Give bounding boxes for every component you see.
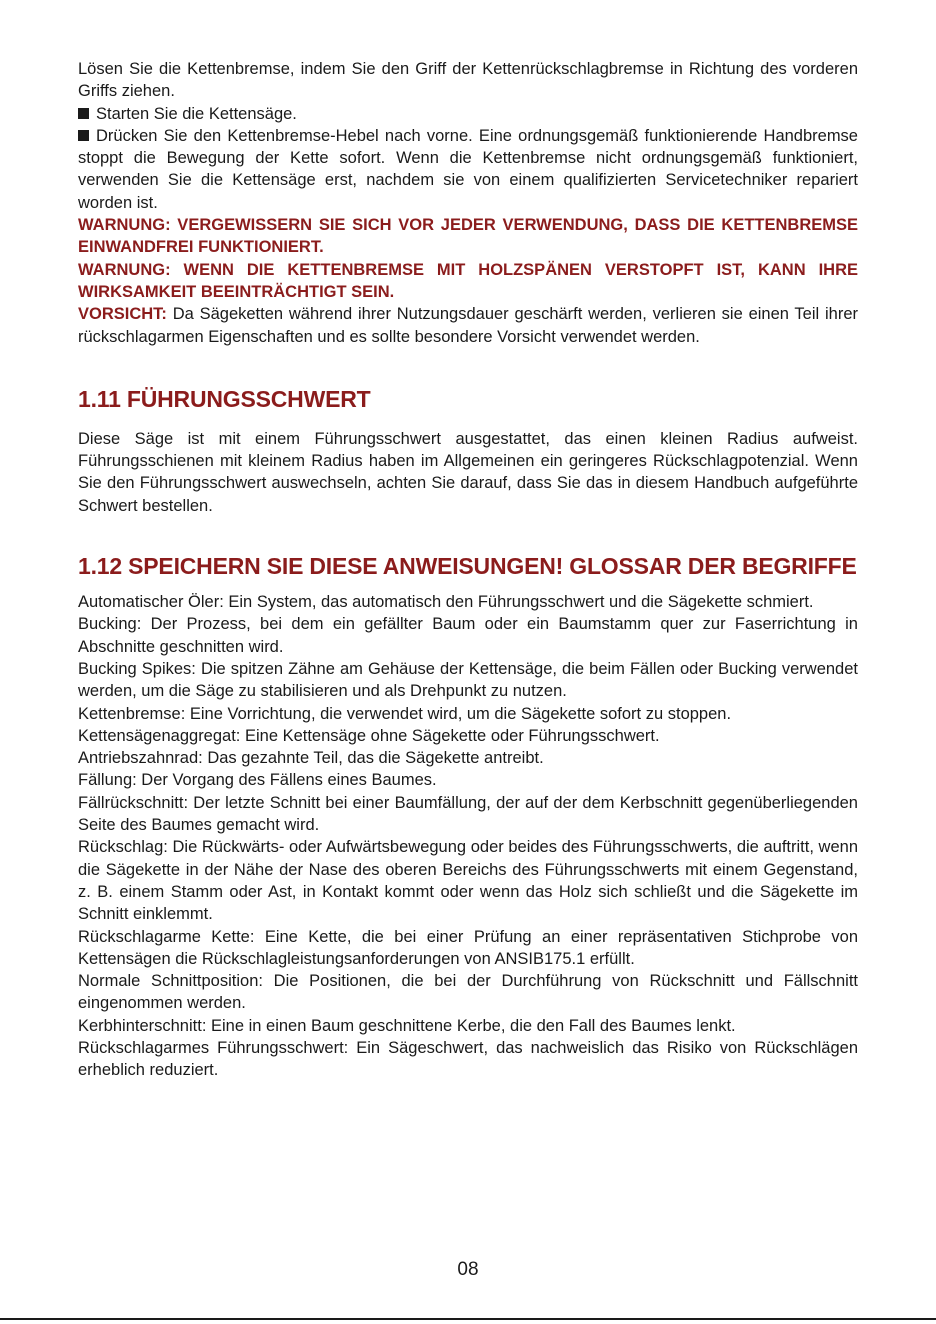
glossary-entry: Rückschlagarme Kette: Eine Kette, die bei einer Prüfung an einer repräsentativen Stichprobe von Kettensägen die Rückschlagleistungsanforderungen von ANSIB175.1 erfüllt.: [78, 927, 858, 968]
glossary-entry: Bucking Spikes: Die spitzen Zähne am Gehäuse der Kettensäge, die beim Fällen oder Bucking verwendet werden, um die Säge zu stabilisieren und als Drehpunkt zu nutzen.: [78, 659, 858, 701]
bottom-divider: [0, 1318, 936, 1320]
caution-text: Da Sägeketten während ihrer Nutzungsdauer geschärft werden, verlieren sie einen Teil ihrer rückschlagarmen Eigenschaften und es sollte besondere Vorsicht verwendet werden.: [78, 305, 858, 346]
guide-bar-paragraph: Diese Säge ist mit einem Führungsschwert ausgestattet, das einen kleinen Radius aufweist. Führungsschienen mit kleinem Radius haben im Allgemeinen ein geringeres Rückschlagpotenzial. Wenn Sie den Führungsschwert auswechseln, achten Sie darauf, dass Sie das in diesem Handbuch aufgeführte Schwert bestellen.: [78, 429, 858, 515]
brake-release-paragraph: Lösen Sie die Kettenbremse, indem Sie den Griff der Kettenrückschlagbremse in Richtung des vorderen Griffs ziehen.: [78, 60, 858, 101]
warning-wood-chips: WARNUNG: WENN DIE KETTENBREMSE MIT HOLZSPÄNEN VERSTOPFT IST, KANN IHRE WIRKSAMKEIT BEEINTRÄCHTIGT SEIN.: [78, 260, 858, 301]
bullet-start-saw: Starten Sie die Kettensäge.: [78, 103, 858, 125]
glossary-entry: Rückschlagarmes Führungsschwert: Ein Sägeschwert, das nachweislich das Risiko von Rückschlägen erheblich reduziert.: [78, 1038, 858, 1080]
glossary-entry: Bucking: Der Prozess, bei dem ein gefällter Baum oder ein Baumstamm quer zur Faserrichtung in Abschnitte geschnitten wird.: [78, 615, 858, 656]
section-heading-glossary: 1.12 SPEICHERN SIE DIESE ANWEISUNGEN! GLOSSAR DER BEGRIFFE: [78, 553, 857, 580]
glossary-entry: Fällung: Der Vorgang des Fällens eines Baumes.: [78, 771, 437, 790]
glossary-entry: Normale Schnittposition: Die Positionen, die bei der Durchführung von Rückschnitt und Fällschnitt eingenommen werden.: [78, 972, 858, 1013]
glossary-entry: Antriebszahnrad: Das gezahnte Teil, das die Sägekette antreibt.: [78, 749, 544, 768]
glossary-entry: Rückschlag: Die Rückwärts- oder Aufwärtsbewegung oder beides des Führungsschwerts, die auftritt, wenn die Sägekette in der Nähe der Nase des oberen Bereichs des Führungsschwerts mit einem Gegenstand, z. B. einem Stamm oder Ast, in Kontakt kommt oder wenn das Holz sich schließt und die Sägekette im Schnitt einklemmt.: [78, 838, 858, 924]
page-number: 08: [457, 1259, 479, 1280]
caution-label: VORSICHT:: [78, 305, 167, 324]
glossary-entry: Automatischer Öler: Ein System, das automatisch den Führungsschwert und die Sägekette schmiert.: [78, 593, 814, 612]
bullet-brake-lever: Drücken Sie den Kettenbremse-Hebel nach vorne. Eine ordnungsgemäß funktionierende Handbremse stoppt die Bewegung der Kette sofort. Wenn die Kettenbremse nicht ordnungsgemäß funktioniert, verwenden Sie die Kettensäge erst, nachdem sie von einem qualifizierten Servicetechniker repariert worden ist.: [78, 125, 858, 214]
warning-chain-brake-check: WARNUNG: VERGEWISSERN SIE SICH VOR JEDER VERWENDUNG, DASS DIE KETTENBREMSE EINWANDFREI FUNKTIONIERT.: [78, 216, 858, 257]
glossary-list: [78, 591, 858, 1082]
glossary-entry: Kettensägenaggregat: Eine Kettensäge ohne Sägekette oder Führungsschwert.: [78, 726, 660, 745]
caution-paragraph: [78, 303, 858, 348]
manual-page-content: [78, 58, 858, 1082]
glossary-entry: Fällrückschnitt: Der letzte Schnitt bei einer Baumfällung, der auf der dem Kerbschnitt gegenüberliegenden Seite des Baumes gemacht wird.: [78, 793, 858, 835]
section-heading-guide-bar: 1.11 FÜHRUNGSSCHWERT: [78, 385, 371, 412]
glossary-entry: Kerbhinterschnitt: Eine in einen Baum geschnittene Kerbe, die den Fall des Baumes lenkt.: [78, 1016, 736, 1035]
glossary-entry: Kettenbremse: Eine Vorrichtung, die verwendet wird, um die Sägekette sofort zu stoppen.: [78, 704, 732, 723]
